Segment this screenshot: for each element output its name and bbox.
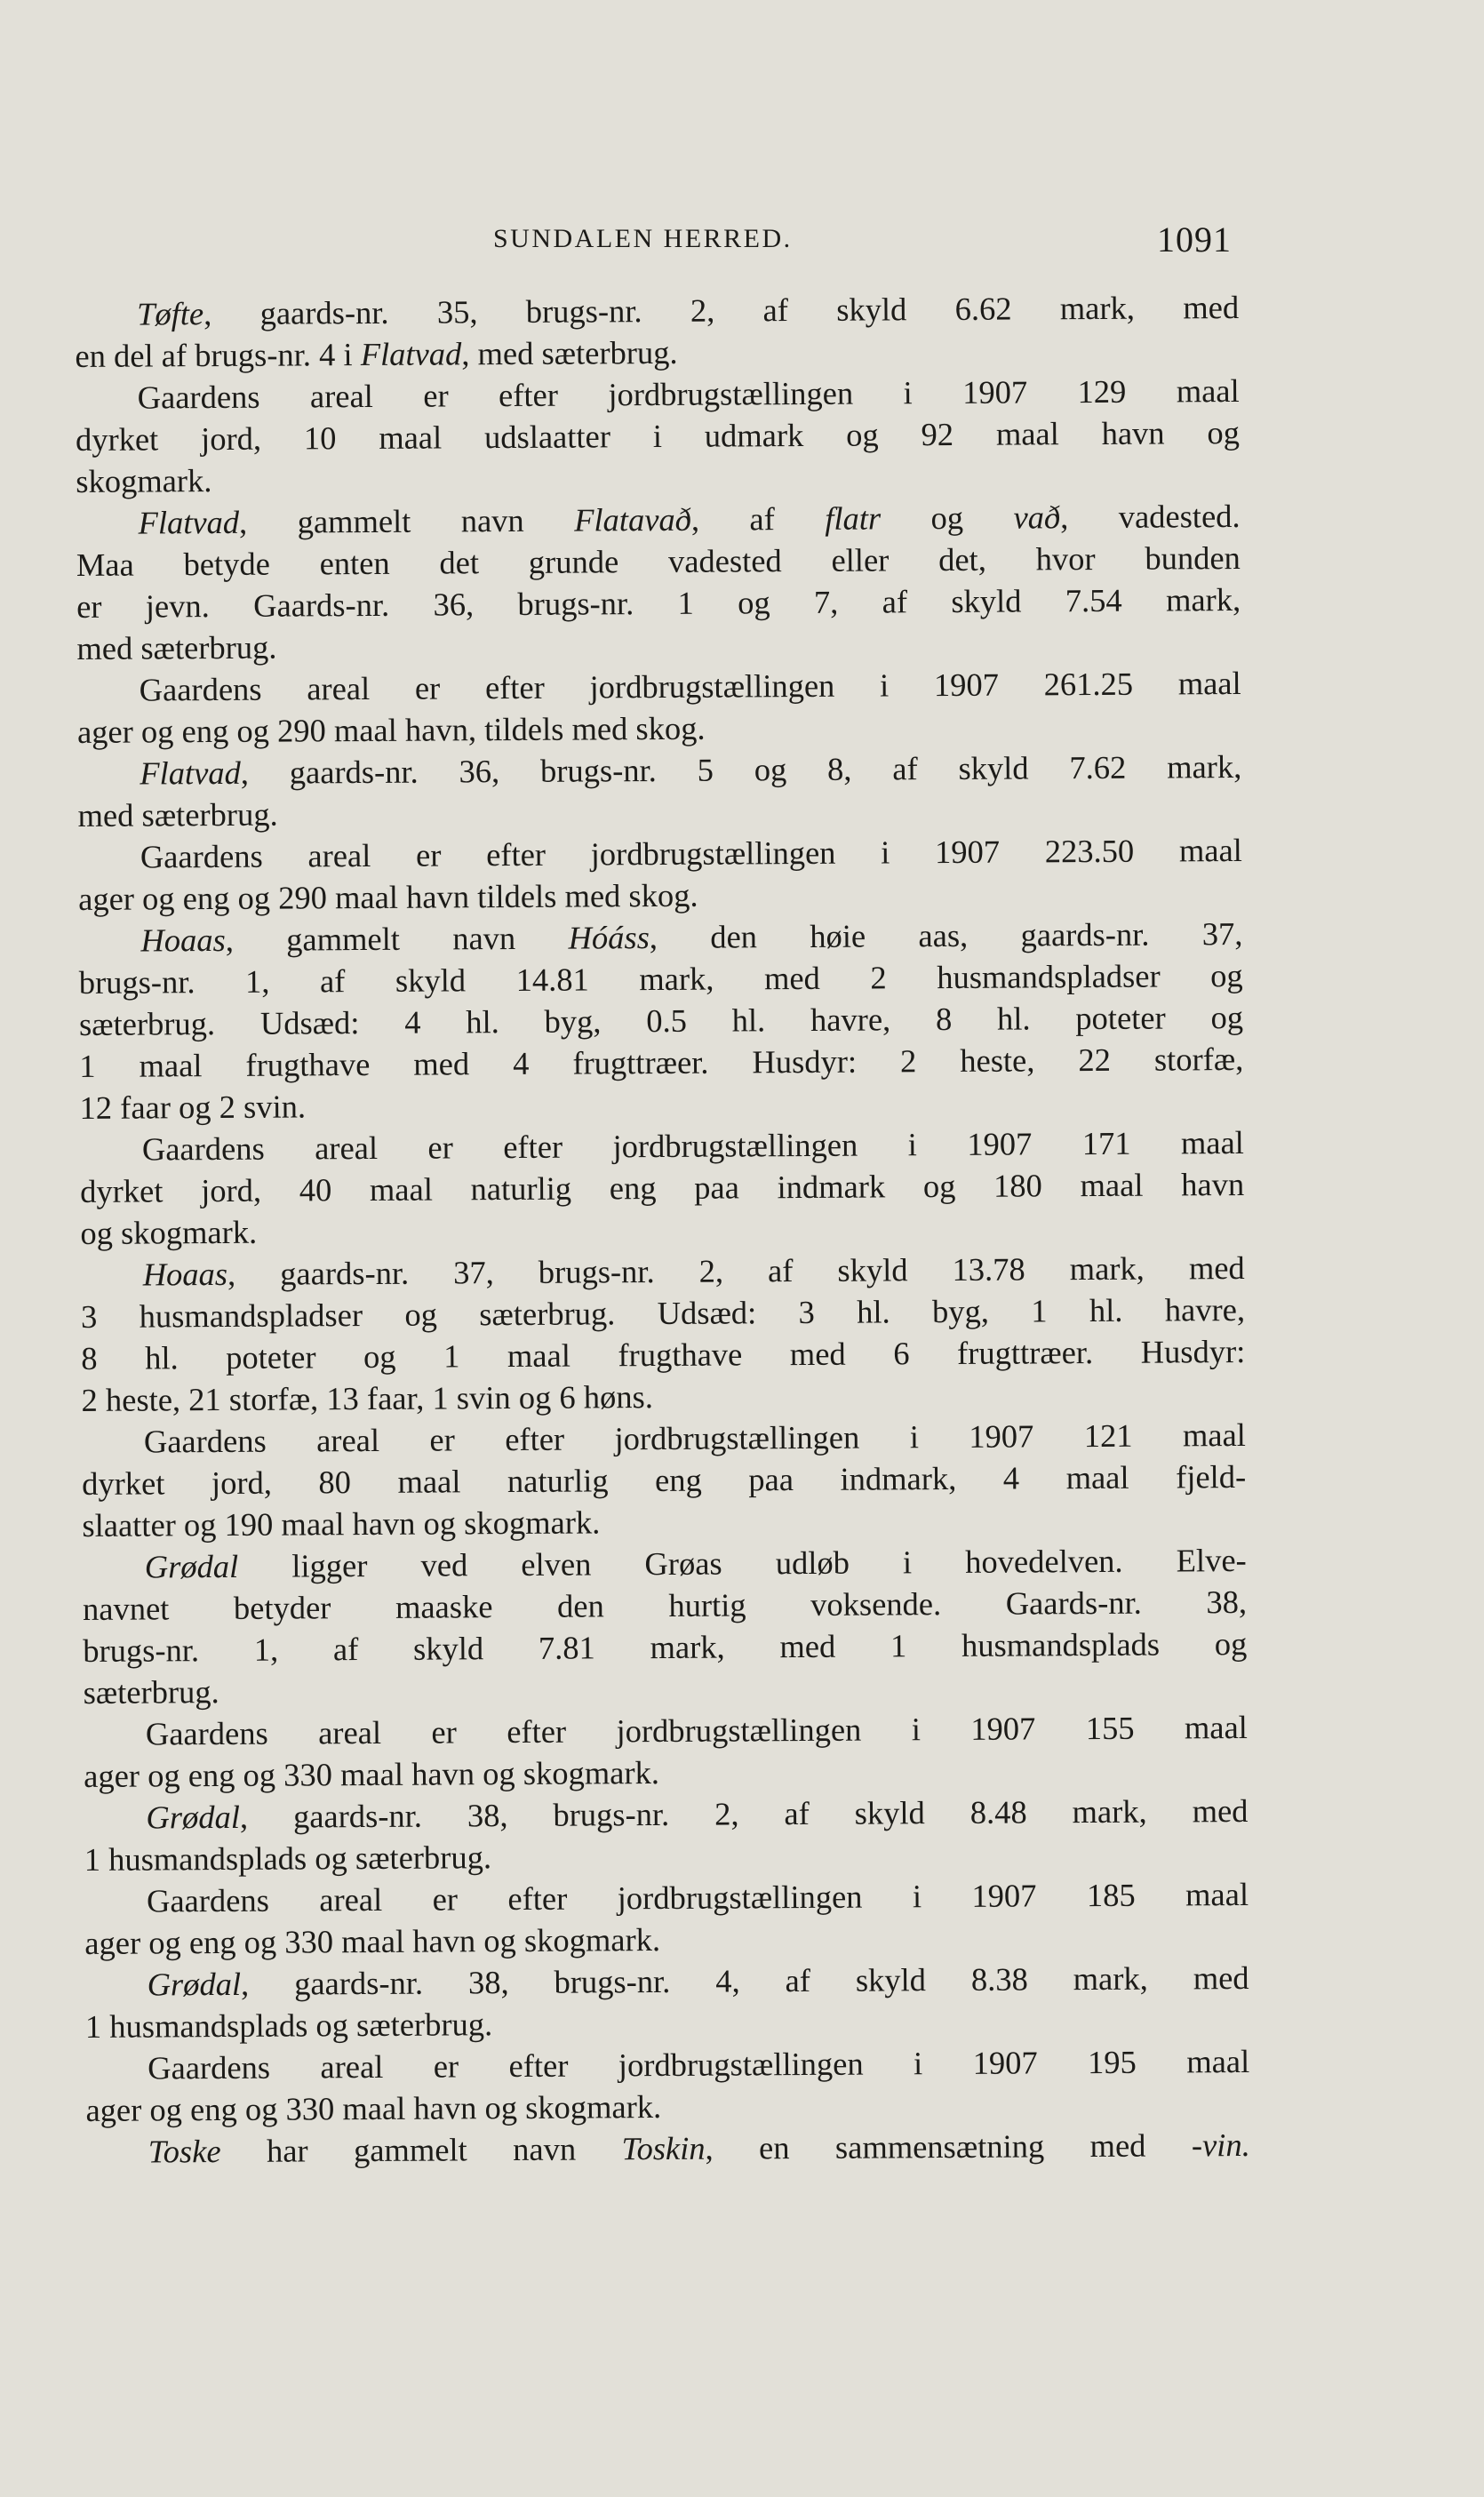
text-segment: skogmark. — [76, 462, 212, 499]
text-segment: Gaardens areal er efter jordbrugstællingen i 1907 129 maal — [137, 371, 1240, 416]
text-segment: 1 maal frugthave med 4 frugttræer. Husdyr: 2 heste, 22 storfæ, — [79, 1040, 1244, 1084]
text-segment: , den høie aas, gaards-nr. 37, — [649, 914, 1243, 956]
text-segment: brugs-nr. 1, af skyld 7.81 mark, med 1 husmandsplads og — [83, 1624, 1248, 1669]
text-segment: 1 husmandsplads og sæterbrug. — [84, 1839, 492, 1878]
text-line — [79, 1038, 1243, 1087]
text-line — [75, 286, 1239, 335]
text-line — [81, 1247, 1245, 1296]
text-line — [84, 1790, 1248, 1839]
text-line — [83, 1664, 1247, 1713]
text-segment: og — [881, 499, 1014, 537]
text-segment: , af — [690, 499, 826, 538]
text-segment: og skogmark. — [80, 1213, 258, 1251]
text-segment: Gaardens areal er efter jordbrugstællingen i 1907 121 maal — [143, 1416, 1246, 1460]
text-segment: dyrket jord, 40 maal naturlig eng paa indmark og 180 maal havn — [80, 1165, 1245, 1209]
text-line — [78, 871, 1242, 920]
text-line — [80, 1205, 1244, 1254]
text-segment: navnet betyder maaske den hurtig voksende. Gaards-nr. 38, — [82, 1583, 1248, 1627]
text-segment: en del af brugs-nr. 4 i — [75, 336, 361, 374]
place-name-italic: Hóáss — [568, 919, 650, 956]
text-segment: 8 hl. poteter og 1 maal frugthave med 6 frugttræer. Husdyr: — [81, 1332, 1246, 1376]
text-line — [83, 1623, 1247, 1671]
text-segment: Gaardens areal er efter jordbrugstællingen i 1907 261.25 maal — [139, 664, 1241, 708]
text-line — [79, 996, 1243, 1045]
text-segment: , gammelt navn — [238, 501, 575, 540]
text-line — [78, 829, 1242, 878]
text-line — [76, 453, 1240, 502]
text-segment: ligger ved elven Grøas udløb i hovedelven. Elve- — [238, 1541, 1247, 1584]
text-line — [85, 2040, 1249, 2089]
place-name-italic: flatr — [825, 499, 882, 537]
text-line — [76, 411, 1240, 460]
text-line — [83, 1539, 1247, 1588]
text-line — [76, 537, 1241, 586]
text-segment: , vadested. — [1060, 497, 1241, 536]
text-line — [76, 495, 1240, 544]
text-segment: Maa betyde enten det grunde vadested eller det, hvor bunden — [76, 538, 1241, 583]
text-line — [82, 1456, 1246, 1504]
text-segment: sæterbrug. — [83, 1673, 219, 1711]
text-segment: , med sæterbrug. — [461, 333, 678, 372]
text-segment: , gaards-nr. 35, brugs-nr. 2, af skyld 6.62 mark, med — [203, 288, 1240, 332]
text-segment: med sæterbrug. — [76, 628, 277, 666]
text-segment: Gaardens areal er efter jordbrugstællingen i 1907 195 maal — [148, 2042, 1250, 2086]
text-segment: sæterbrug. Udsæd: 4 hl. byg, 0.5 hl. havre, 8 hl. poteter og — [78, 998, 1244, 1042]
body-text — [75, 286, 1250, 2173]
place-name-italic: Flatvad — [360, 335, 462, 373]
place-name-italic: Toske — [148, 2133, 221, 2170]
text-segment: Gaardens areal er efter jordbrugstællingen i 1907 171 maal — [141, 1123, 1244, 1168]
text-segment: , gammelt navn — [225, 919, 569, 958]
text-line — [85, 2082, 1249, 2131]
place-name-italic: Hoaas — [142, 1255, 228, 1293]
text-segment: dyrket jord, 80 maal naturlig eng paa indmark, 4 maal fjeld- — [82, 1457, 1247, 1502]
place-name-italic: Flatavað — [574, 500, 692, 538]
text-segment: med sæterbrug. — [77, 795, 278, 834]
place-name-italic: Flatvad — [138, 503, 240, 541]
text-segment: brugs-nr. 1, af skyld 14.81 mark, med 2 husmandspladser og — [78, 956, 1243, 1001]
text-line — [84, 1748, 1248, 1797]
text-line — [81, 1372, 1245, 1421]
text-line — [83, 1581, 1247, 1630]
running-title: SUNDALEN HERRED. — [493, 224, 793, 253]
text-segment: ager og eng og 330 maal havn og skogmark. — [84, 1754, 660, 1794]
text-segment: dyrket jord, 10 maal udslaatter i udmark og 92 maal havn og — [75, 413, 1241, 458]
text-segment: 3 husmandspladser og sæterbrug. Udsæd: 3 hl. byg, 1 hl. havre, — [80, 1290, 1246, 1335]
place-name-italic: Grødal — [144, 1547, 239, 1585]
text-line — [80, 1163, 1244, 1212]
text-line — [81, 1330, 1245, 1379]
text-segment: , gaards-nr. 38, brugs-nr. 2, af skyld 8.48 mark, med — [239, 1791, 1249, 1835]
place-name-italic: Grødal — [146, 1798, 241, 1836]
text-line — [77, 704, 1241, 753]
text-line — [77, 787, 1241, 836]
text-segment: 1 husmandsplads og sæterbrug. — [84, 2006, 493, 2045]
page-number: 1091 — [1157, 219, 1232, 259]
text-segment: Gaardens areal er efter jordbrugstællingen i 1907 155 maal — [145, 1708, 1249, 1752]
place-name-italic: Tøfte — [137, 295, 204, 332]
text-segment: Gaardens areal er efter jordbrugstællingen i 1907 223.50 maal — [140, 831, 1242, 875]
text-line — [84, 1957, 1249, 2006]
text-line — [76, 370, 1240, 419]
text-line — [77, 662, 1241, 711]
text-segment: ager og eng og 330 maal havn og skogmark. — [85, 2088, 662, 2128]
place-name-italic: Hoaas — [140, 921, 226, 959]
place-name-italic: Grødal — [147, 1965, 242, 2003]
place-name-italic: -vin. — [1191, 2126, 1250, 2164]
text-segment: ager og eng og 290 maal havn, tildels med skog. — [76, 709, 706, 750]
text-segment: er jevn. Gaards-nr. 36, brugs-nr. 1 og 7, af skyld 7.54 mark, — [76, 580, 1241, 625]
page-header — [0, 219, 1484, 268]
place-name-italic: vað — [1013, 499, 1061, 536]
text-line — [76, 578, 1241, 627]
text-line — [76, 620, 1241, 669]
text-segment: , gaards-nr. 37, brugs-nr. 2, af skyld 13.78 mark, med — [227, 1248, 1245, 1292]
text-line — [85, 1998, 1249, 2047]
text-line — [86, 2124, 1250, 2173]
text-line — [84, 1873, 1249, 1922]
text-line — [78, 913, 1242, 961]
text-segment: ager og eng og 330 maal havn og skogmark. — [84, 1921, 661, 1961]
text-line — [84, 1706, 1248, 1755]
text-segment: ager og eng og 290 maal havn tildels med skog. — [78, 876, 698, 917]
text-segment: , gaards-nr. 38, brugs-nr. 4, af skyld 8.38 mark, med — [240, 1959, 1249, 2002]
text-segment: 12 faar og 2 svin. — [79, 1088, 307, 1126]
text-segment: 2 heste, 21 storfæ, 13 faar, 1 svin og 6 høns. — [81, 1378, 654, 1418]
place-name-italic: Toskin — [621, 2129, 706, 2167]
text-segment: Gaardens areal er efter jordbrugstællingen i 1907 185 maal — [146, 1875, 1249, 1919]
text-line — [84, 1915, 1249, 1964]
place-name-italic: Flatvad — [140, 754, 241, 792]
text-line — [75, 328, 1239, 377]
text-line — [77, 746, 1241, 794]
text-line — [84, 1831, 1249, 1880]
text-line — [80, 1121, 1244, 1170]
text-line — [82, 1497, 1246, 1546]
text-line — [82, 1414, 1246, 1463]
text-line — [81, 1288, 1245, 1337]
text-line — [79, 954, 1243, 1003]
text-line — [79, 1080, 1243, 1129]
text-segment: har gammelt navn — [220, 2130, 622, 2170]
text-segment: slaatter og 190 maal havn og skogmark. — [82, 1504, 601, 1544]
text-segment: , gaards-nr. 36, brugs-nr. 5 og 8, af skyld 7.62 mark, — [240, 747, 1242, 791]
text-segment: , en sammensætning med — [705, 2126, 1193, 2166]
